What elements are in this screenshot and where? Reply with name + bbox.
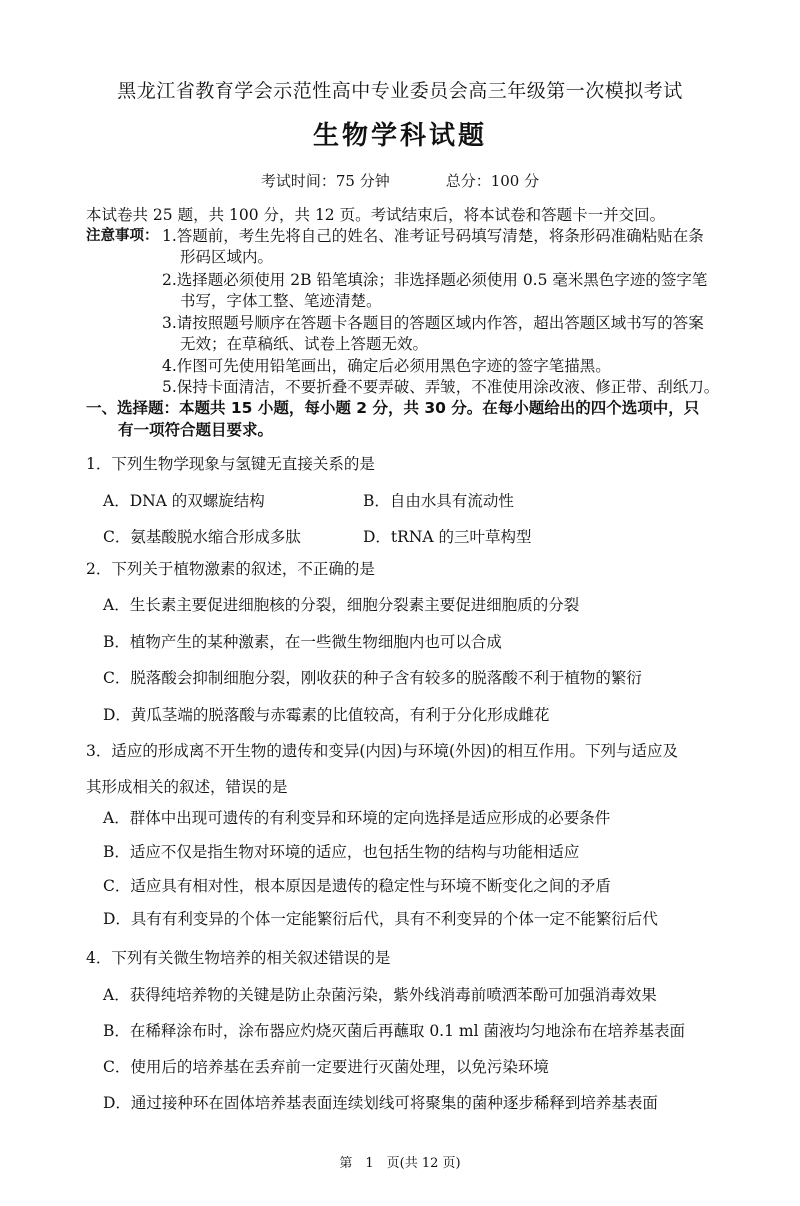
question-1-option-a: A．DNA 的双螺旋结构 [103, 492, 265, 510]
question-2-option-a: A．生长素主要促进细胞核的分裂，细胞分裂素主要促进细胞质的分裂 [103, 596, 580, 614]
subject-title: 生物学科试题 [312, 121, 487, 151]
section-heading: 一、选择题：本题共 15 小题，每小题 2 分，共 30 分。在每小题给出的四个选项中，只 [86, 399, 700, 417]
question-2-option-d: D．黄瓜茎端的脱落酸与赤霉素的比值较高，有利于分化形成雌花 [103, 706, 550, 724]
exam-time: 考试时间：75 分钟 [260, 172, 390, 190]
question-3-option-b: B．适应不仅是指生物对环境的适应，也包括生物的结构与功能相适应 [103, 843, 580, 861]
question-1-stem: 1．下列生物学现象与氢键无直接关系的是 [86, 455, 375, 473]
exam-header-title: 黑龙江省教育学会示范性高中专业委员会高三年级第一次模拟考试 [117, 80, 683, 102]
question-3-option-a: A．群体中出现可遗传的有利变异和环境的定向选择是适应形成的必要条件 [103, 809, 611, 827]
exam-time-score [0, 170, 800, 191]
note-item-3: 3.请按照题号顺序在答题卡各题目的答题区域内作答，超出答题区域书写的答案 [162, 314, 704, 332]
note-item-2-cont: 书写，字体工整、笔迹清楚。 [180, 292, 382, 310]
notes-label: 注意事项： [86, 228, 159, 244]
note-item-2: 2.选择题必须使用 2B 铅笔填涂；非选择题必须使用 0.5 毫米黑色字迹的签字笔 [162, 271, 708, 289]
page-footer: 第 1 页(共 12 页) [339, 1156, 461, 1171]
note-item-1-cont: 形码区域内。 [180, 248, 274, 266]
note-item-1: 1.答题前，考生先将自己的姓名、准考证号码填写清楚，将条形码准确粘贴在条 [162, 227, 704, 245]
note-item-3-cont: 无效；在草稿纸、试卷上答题无效。 [180, 335, 429, 353]
note-item-4: 4.作图可先使用铅笔画出，确定后必须用黑色字迹的签字笔描黑。 [162, 357, 611, 375]
question-4-option-a: A．获得纯培养物的关键是防止杂菌污染，紫外线消毒前喷洒苯酚可加强消毒效果 [103, 986, 657, 1004]
question-1-option-c: C．氨基酸脱水缩合形成多肽 [103, 528, 301, 546]
total-score: 总分：100 分 [445, 172, 540, 190]
question-1-option-b: B．自由水具有流动性 [363, 492, 514, 510]
question-3-option-d: D．具有有利变异的个体一定能繁衍后代，具有不利变异的个体一定不能繁衍后代 [103, 910, 658, 928]
question-3-stem-cont: 其形成相关的叙述，错误的是 [86, 778, 288, 796]
question-3-stem: 3．适应的形成离不开生物的遗传和变异(内因)与环境(外因)的相互作用。下列与适应及 [86, 742, 679, 760]
question-2-stem: 2．下列关于植物激素的叙述，不正确的是 [86, 560, 375, 578]
note-item-5: 5.保持卡面清洁，不要折叠不要弄破、弄皱，不准使用涂改液、修正带、刮纸刀。 [162, 378, 720, 396]
question-4-stem: 4．下列有关微生物培养的相关叙述错误的是 [86, 949, 391, 967]
question-2-option-c: C．脱落酸会抑制细胞分裂，刚收获的种子含有较多的脱落酸不利于植物的繁衍 [103, 669, 642, 687]
question-1-option-d: D．tRNA 的三叶草构型 [363, 528, 532, 546]
intro-text: 本试卷共 25 题，共 100 分，共 12 页。考试结束后，将本试卷和答题卡一并交回。 [86, 206, 666, 224]
question-3-option-c: C．适应具有相对性，根本原因是遗传的稳定性与环境不断变化之间的矛盾 [103, 877, 611, 895]
question-4-option-c: C．使用后的培养基在丢弃前一定要进行灭菌处理，以免污染环境 [103, 1058, 549, 1076]
section-heading-cont: 有一项符合题目要求。 [118, 421, 274, 439]
question-2-option-b: B．植物产生的某种激素，在一些微生物细胞内也可以合成 [103, 633, 502, 651]
question-4-option-d: D．通过接种环在固体培养基表面连续划线可将聚集的菌种逐步稀释到培养基表面 [103, 1094, 658, 1112]
question-4-option-b: B．在稀释涂布时，涂布器应灼烧灭菌后再蘸取 0.1 ml 菌液均匀地涂布在培养基表面 [103, 1022, 685, 1040]
